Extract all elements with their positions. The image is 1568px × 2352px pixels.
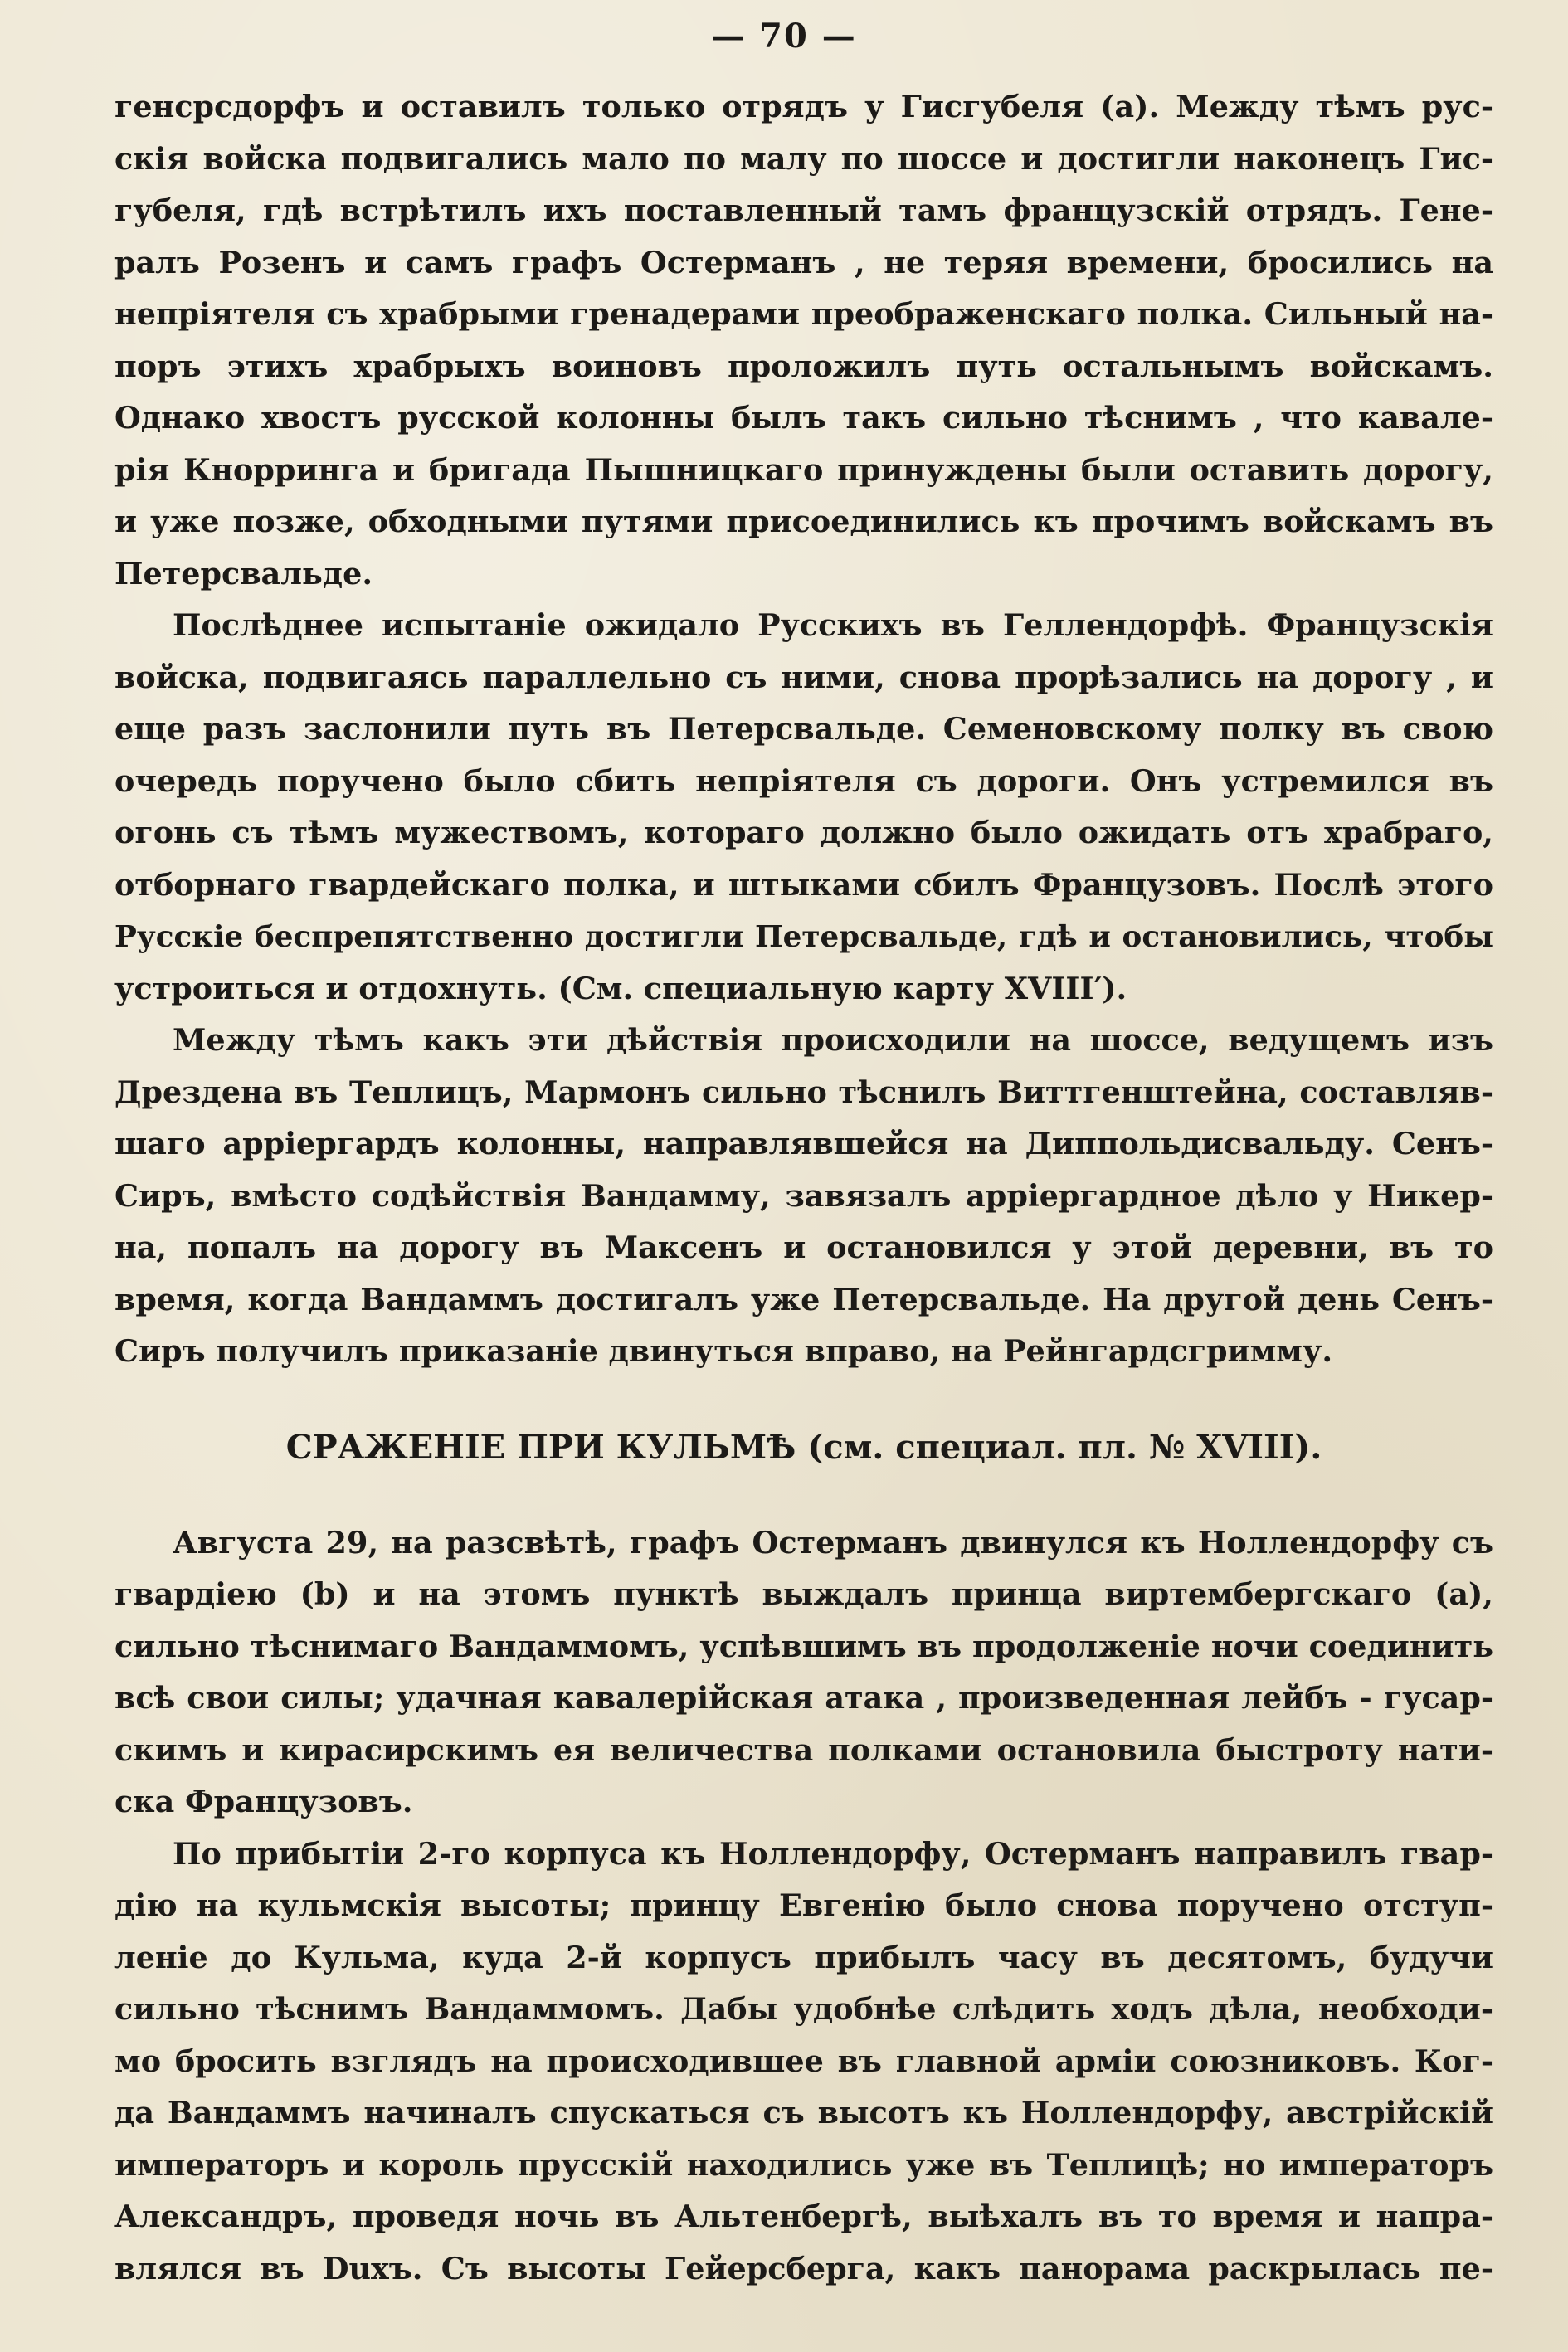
text-line: время, когда Вандаммъ достигалъ уже Петерсвальде. На другой день Сенъ-: [114, 1281, 1493, 1317]
text-line: всѣ свои силы; удачная кавалерійская атака , произведенная лейбъ - гусар-: [114, 1680, 1493, 1716]
text-line: да Вандаммъ начиналъ спускаться съ высотъ къ Ноллендорфу, австрійскій: [114, 2095, 1493, 2130]
text-line: леніе до Кульма, куда 2-й корпусъ прибылъ часу въ десятомъ, будучи: [114, 1939, 1493, 1975]
text-line: Между тѣмъ какъ эти дѣйствія происходили на шоссе, ведущемъ изъ: [173, 1022, 1493, 1058]
text-line: поръ этихъ храбрыхъ воиновъ проложилъ путь остальнымъ войскамъ.: [114, 348, 1493, 384]
text-line: Петерсвальде.: [114, 555, 373, 592]
text-line: Русскіе беспрепятственно достигли Петерсвальде, гдѣ и остановились, чтобы: [114, 919, 1493, 954]
text-line: По прибытіи 2-го корпуса къ Ноллендорфу, Остерманъ направилъ гвар-: [173, 1835, 1493, 1872]
text-line: Александръ, проведя ночь въ Альтенбергѣ, выѣхалъ въ то время и напра-: [114, 2199, 1493, 2234]
text-line: гвардіею (b) и на этомъ пунктѣ выждалъ принца виртембергскаго (a),: [114, 1576, 1493, 1612]
paragraph-4: [114, 1517, 1493, 1829]
text-line: императоръ и король прусскій находились уже въ Теплицѣ; но императоръ: [114, 2146, 1493, 2183]
paragraph-5: [114, 1829, 1493, 2296]
text-line: Однако хвостъ русской колонны былъ такъ сильно тѣснимъ , что кавале-: [114, 400, 1493, 436]
paragraph-3: [114, 1015, 1493, 1378]
text-line: рія Кнорринга и бригада Пышницкаго принуждены были оставить дорогу,: [114, 451, 1493, 488]
text-line: скимъ и кирасирскимъ ея величества полками остановила быстроту нати-: [114, 1731, 1493, 1768]
text-line: огонь съ тѣмъ мужествомъ, котораго должно было ожидать отъ храбраго,: [114, 815, 1493, 850]
text-line: шаго аррiергардъ колонны, направлявшейся на Диппольдисвальду. Сенъ-: [114, 1126, 1493, 1161]
heading-subtitle: (см. специал. пл. № XVIII).: [807, 1427, 1322, 1467]
text-line: Августа 29, на разсвѣтѣ, графъ Остерманъ двинулся къ Ноллендорфу съ: [173, 1524, 1493, 1561]
text-line: устроиться и отдохнуть. (См. специальную карту XVIII′).: [114, 970, 1127, 1006]
text-line: еще разъ заслонили путь въ Петерсвальде. Семеновскому полку въ свою: [114, 711, 1493, 747]
text-line: Дрездена въ Теплицъ, Мармонъ сильно тѣснилъ Виттгенштейна, составляв-: [114, 1074, 1493, 1110]
text-line: на, попалъ на дорогу въ Максенъ и остановился у этой деревни, въ то: [114, 1230, 1493, 1265]
text-line: генсрсдорфъ и оставилъ только отрядъ у Гисгубеля (а). Между тѣмъ рус-: [114, 89, 1493, 124]
page-number: — 70 —: [711, 17, 857, 56]
text-line: губеля, гдѣ встрѣтилъ ихъ поставленный тамъ французскій отрядъ. Гене-: [114, 192, 1493, 228]
body-text: [114, 81, 1493, 2295]
text-line: ска Французовъ.: [114, 1784, 413, 1819]
text-line: непріятеля съ храбрыми гренадерами преображенскаго полка. Сильный на-: [114, 296, 1493, 332]
text-line: влялся въ Duxъ. Съ высоты Гейерсберга, какъ панорама раскрылась пе-: [114, 2250, 1493, 2286]
text-line: Сиръ, вмѣсто содѣйствія Вандамму, завязалъ аррiергардное дѣло у Никер-: [114, 1177, 1493, 1214]
section-heading: [114, 1421, 1493, 1474]
text-line: сильно тѣснимаго Вандаммомъ, успѣвшимъ въ продолженіе ночи соединить: [114, 1628, 1493, 1664]
text-line: сильно тѣснимъ Вандаммомъ. Дабы удобнѣе слѣдить ходъ дѣла, необходи-: [114, 1991, 1493, 2027]
text-line: дію на кульмскія высоты; принцу Евгенію было снова поручено отступ-: [114, 1887, 1493, 1923]
paragraph-1: [114, 81, 1493, 600]
text-line: мо бросить взглядъ на происходившее въ главной арміи союзниковъ. Ког-: [114, 2043, 1493, 2079]
paragraph-2: [114, 600, 1493, 1015]
text-line: отборнаго гвардейскаго полка, и штыками сбилъ Французовъ. Послѣ этого: [114, 866, 1493, 903]
text-line: очередь поручено было сбить непріятеля съ дороги. Онъ устремился въ: [114, 762, 1493, 799]
text-line: Сиръ получилъ приказаніе двинуться вправо, на Рейнгардсгримму.: [114, 1333, 1333, 1369]
text-line: скія войска подвигались мало по малу по шоссе и достигли наконецъ Гис-: [114, 140, 1493, 177]
text-line: ралъ Розенъ и самъ графъ Остерманъ , не теряя времени, бросились на: [114, 244, 1493, 280]
text-line: войска, подвигаясь параллельно съ ними, снова прорѣзались на дорогу , и: [114, 659, 1493, 695]
heading-title: СРАЖЕНІЕ ПРИ КУЛЬМѢ: [285, 1427, 796, 1467]
text-line: и уже позже, обходными путями присоединились къ прочимъ войскамъ въ: [114, 504, 1493, 539]
text-line: Послѣднее испытаніе ожидало Русскихъ въ Геллендорфѣ. Французскія: [173, 607, 1493, 643]
